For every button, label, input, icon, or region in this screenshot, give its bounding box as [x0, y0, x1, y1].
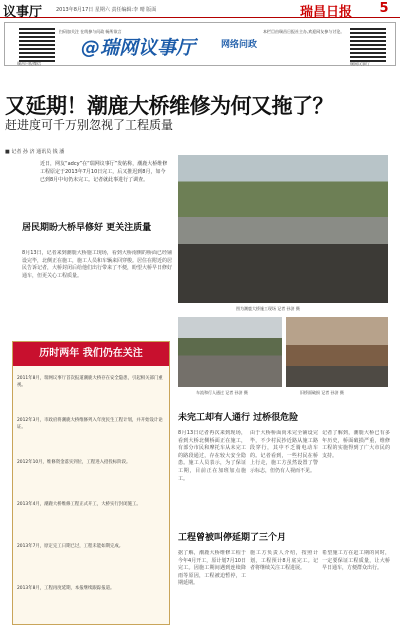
timeline-item: 2013年7月，原定完工日期已过，工程未能如期完成。 [17, 544, 124, 549]
article-title: 又延期！潮鹿大桥维修为何又拖了？ [5, 94, 333, 118]
article-subtitle: 赶进度可千万别忽视了工程质量 [5, 118, 174, 132]
article-column: 希望施工方在赶工期的同时，一定要保证工程质量，让大桥早日通车，方便群众出行。 [322, 550, 390, 572]
article-column: 8月13日，记者来到潮鹿大桥施工现场，看到大桥南侧的桥面已经铺设完毕，北侧正在施工，施工人员和车辆来回穿梭。居住在附近的居民告诉记者，大桥封闭后给他们出行带来了不便，盼望大桥早日修好通车，但更关心工程质量。 [22, 250, 172, 279]
section-heading: 工程曾被叫停延期了三个月 [178, 533, 287, 543]
timeline-sidebar [12, 341, 170, 625]
photo-caption: 旧桥面破损 记者 孙济 摄 [300, 390, 344, 395]
traffic-photo [178, 317, 282, 387]
article-column: 8月13日记者再次来到现场，看到大桥北侧桥面正在施工，有部分市民和摩托车从未完工的路段通过，存在较大安全隐患。施工人员表示，为了保证工期，目前正在加班加点施工。 [178, 430, 246, 482]
photo-caption: 车流和行人通过 记者 孙济 摄 [196, 390, 248, 395]
article-column: 据了解，潮鹿大桥维修工程于今年4月开工，原计划7月10日完工。因施工期间遇到连续降雨等原因，工程被迫暂停，工期延期。 [178, 550, 246, 587]
article-column: 施工方负责人介绍，按照计划，工程预计8月底完工。记者将继续关注工程进展。 [250, 550, 318, 572]
article-column: 记者了解到，潮鹿大桥已有多年历史，桥面破损严重，维修工程的实施得到了广大市民的支持。 [322, 430, 390, 459]
page-header [0, 0, 400, 18]
qr-code-icon [350, 26, 386, 62]
timeline-item: 2012年10月，维修资金落实到位，工程进入招投标阶段。 [17, 460, 131, 465]
banner-title: @瑞网议事厅 [81, 37, 196, 59]
article-column: 由于大桥桥面尚未完全铺设完毕，不少村民抄近路从施工路段穿行，其中不乏骑电动车的。记者看到，一些村民在桥上行走，施工方虽然设置了警示标志，但仍有人视而不见。 [250, 430, 318, 474]
column-banner [4, 22, 396, 66]
issue-date: 2013年8月17日 星期六 责任编辑:李 晴 版面 [56, 7, 157, 13]
timeline-item: 2013年4月，潮鹿大桥维修工程正式开工，大桥实行封闭施工。 [17, 502, 141, 507]
deck-photo [286, 317, 388, 387]
photo-caption: 图为潮鹿大桥施工现场 记者 孙济 摄 [236, 306, 300, 311]
banner-tag: 网络问政 [221, 40, 258, 50]
page-number: 5 [379, 1, 389, 16]
qr-right-caption: 瑞网议事厅 [350, 61, 370, 66]
timeline-item: 2012年3月，市政府将潮鹿大桥维修列入年度民生工程计划，并开始设计论证。 [17, 418, 163, 430]
timeline-item: 2013年8月，工程再度延期，本报继续跟踪报道。 [17, 586, 115, 591]
article-byline: ■ 记者 孙 济 通讯员 钱 潘 [5, 149, 65, 155]
section-heading: 未完工却有人通行 过桥很危险 [178, 413, 299, 423]
banner-right-text: 本栏目由瑞昌日报社主办,欢迎网友参与讨论。 [263, 29, 345, 34]
newspaper-logo: 瑞昌日报 [300, 5, 353, 20]
qr-left-caption: 瑞昌日报微信 [17, 61, 41, 66]
banner-left-text: 扫码加关注 在线参与问政 畅所欲言 [59, 29, 122, 34]
article-lead: 近日，网友“adcy”在“瑞网议事厅”发帖称，潮鹿大桥维修工程原定于2013年7月10日完工，后又推迟到8月，如今已到8月中旬仍未完工。记者就此事进行了调查。 [40, 161, 168, 183]
qr-code-icon [19, 26, 55, 62]
sidebar-title: 历时两年 我们仍在关注 [13, 342, 169, 366]
section-heading: 居民期盼大桥早修好 更关注质量 [22, 223, 152, 233]
bridge-photo [178, 155, 388, 303]
section-name: 议事厅 [3, 5, 43, 20]
timeline-item: 2011年8月，瑞网议事厅首次报道潮鹿大桥存在安全隐患，引起相关部门重视。 [17, 376, 163, 388]
